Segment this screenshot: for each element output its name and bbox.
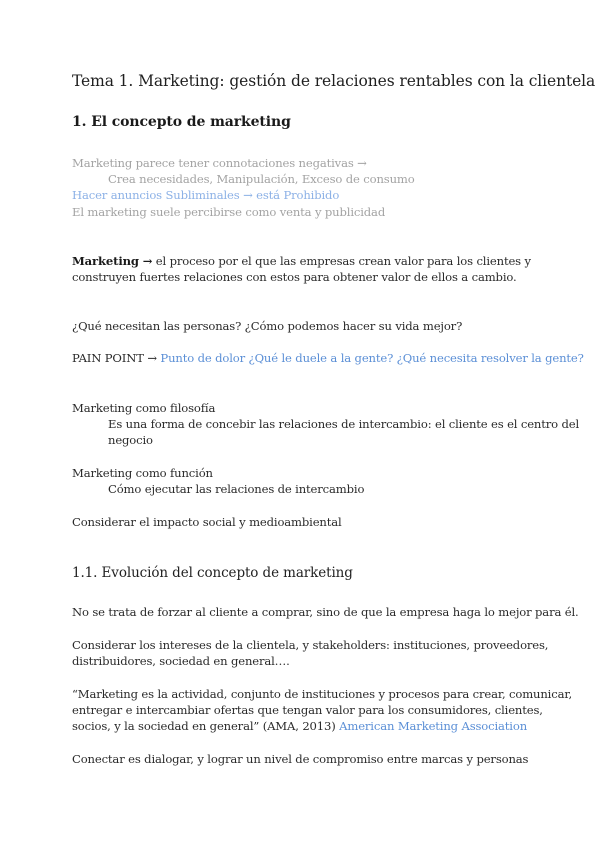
page-title: Tema 1. Marketing: gestión de relaciones rentables con la clientela (72, 72, 596, 90)
section-heading-evolucion: 1.1. Evolución del concepto de marketing (72, 565, 353, 581)
paragraph-intereses-2: distribuidores, sociedad en general…. (72, 654, 290, 668)
definition-line-1 (72, 253, 531, 270)
paragraph-ama-2: entregar e intercambiar ofertas que tengan valor para los consumidores, clientes, (72, 703, 543, 717)
definition-term: Marketing → (72, 254, 153, 268)
pain-point-label: PAIN POINT → (72, 351, 161, 365)
pain-point-line (72, 350, 584, 367)
section-heading-concepto: 1. El concepto de marketing (72, 114, 291, 130)
filosofia-label: Marketing como filosofía (72, 401, 216, 415)
paragraph-conectar: Conectar es dialogar, y lograr un nivel de compromiso entre marcas y personas (72, 752, 529, 766)
paragraph-ama-1: “Marketing es la actividad, conjunto de instituciones y procesos para crear, comunicar, (72, 687, 572, 701)
filosofia-line-1: Es una forma de concebir las relaciones de intercambio: el cliente es el centro del (108, 417, 580, 431)
pain-point-text: Punto de dolor ¿Qué le duele a la gente? ¿Qué necesita resolver la gente? (160, 351, 584, 365)
paragraph-intereses-1: Considerar los intereses de la clientela, y stakeholders: instituciones, proveedores, (72, 638, 549, 652)
text-venta-publicidad: El marketing suele percibirse como venta y publicidad (72, 205, 386, 219)
text-connotaciones: Marketing parece tener connotaciones negativas → (72, 156, 367, 170)
paragraph-ama-3-text: socios, y la sociedad en general” (AMA, 2013) (72, 719, 340, 733)
paragraph-forzar: No se trata de forzar al cliente a comprar, sino de que la empresa haga lo mejor para él. (72, 605, 579, 619)
funcion-label: Marketing como función (72, 466, 213, 480)
definition-text-1: el proceso por el que las empresas crean valor para los clientes y (152, 254, 531, 268)
text-necesidades: Crea necesidades, Manipulación, Exceso de consumo (108, 172, 415, 186)
definition-line-2: construyen fuertes relaciones con estos para obtener valor de ellos a cambio. (72, 270, 517, 284)
impacto-text: Considerar el impacto social y medioambiental (72, 515, 342, 529)
paragraph-ama-3 (72, 718, 527, 735)
filosofia-line-2: negocio (108, 433, 153, 447)
text-subliminales: Hacer anuncios Subliminales → está Prohibido (72, 188, 340, 202)
funcion-line: Cómo ejecutar las relaciones de intercambio (108, 482, 365, 496)
question-text: ¿Qué necesitan las personas? ¿Cómo podemos hacer su vida mejor? (72, 319, 463, 333)
ama-link[interactable]: American Marketing Association (339, 719, 528, 733)
